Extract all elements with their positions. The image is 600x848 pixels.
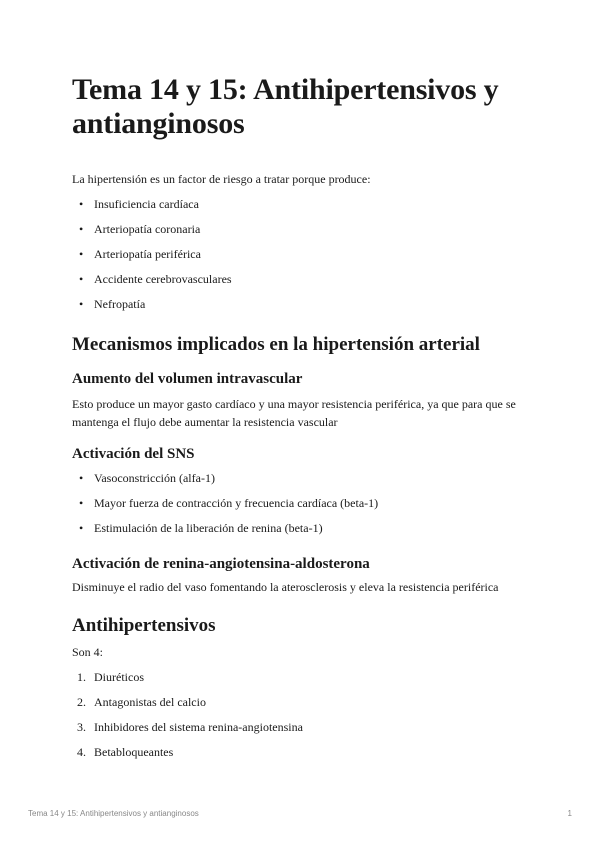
list-number: 4. xyxy=(77,745,86,759)
list-item xyxy=(72,719,303,744)
footer-page-number: 1 xyxy=(567,809,572,818)
page-title: Tema 14 y 15: Antihipertensivos y antianginosos xyxy=(72,73,499,140)
antihypertensives-list xyxy=(72,669,303,769)
list-number: 3. xyxy=(77,720,86,734)
list-item: • Arteriopatía periférica xyxy=(72,246,232,271)
list-label: Betabloqueantes xyxy=(94,745,174,759)
list-item xyxy=(72,694,303,719)
list-item: • Vasoconstricción (alfa-1) xyxy=(72,470,378,495)
list-item xyxy=(72,744,303,769)
subheading-raa: Activación de renina-angiotensina-aldosterona xyxy=(72,556,370,572)
intro-paragraph: La hipertensión es un factor de riesgo a tratar porque produce: xyxy=(72,172,371,186)
list-item: • Accidente cerebrovasculares xyxy=(72,271,232,296)
list-item: • Nefropatía xyxy=(72,296,232,321)
raa-paragraph: Disminuye el radio del vaso fomentando la aterosclerosis y eleva la resistencia periférica xyxy=(72,580,499,594)
antihypertensives-intro: Son 4: xyxy=(72,645,104,659)
section-heading-mechanisms: Mecanismos implicados en la hipertensión arterial xyxy=(72,334,480,355)
risk-list xyxy=(72,196,232,321)
list-item: • Insuficiencia cardíaca xyxy=(72,196,232,221)
sns-list xyxy=(72,470,378,545)
list-label: Antagonistas del calcio xyxy=(94,695,206,709)
section-heading-antihypertensives: Antihipertensivos xyxy=(72,615,216,636)
list-item: • Mayor fuerza de contracción y frecuencia cardíaca (beta-1) xyxy=(72,495,378,520)
footer-title: Tema 14 y 15: Antihipertensivos y antianginosos xyxy=(28,809,199,818)
list-item: • Estimulación de la liberación de renina (beta-1) xyxy=(72,520,378,545)
subheading-volume: Aumento del volumen intravascular xyxy=(72,371,303,387)
list-label: Diuréticos xyxy=(94,670,144,684)
list-label: Inhibidores del sistema renina-angiotensina xyxy=(94,720,303,734)
list-number: 1. xyxy=(77,670,86,684)
subheading-sns: Activación del SNS xyxy=(72,446,195,462)
volume-paragraph: Esto produce un mayor gasto cardíaco y una mayor resistencia periférica, ya que para que se mantenga el flujo debe aumentar la resistencia vascular xyxy=(72,397,516,429)
list-number: 2. xyxy=(77,695,86,709)
list-item xyxy=(72,669,303,694)
list-item: • Arteriopatía coronaria xyxy=(72,221,232,246)
